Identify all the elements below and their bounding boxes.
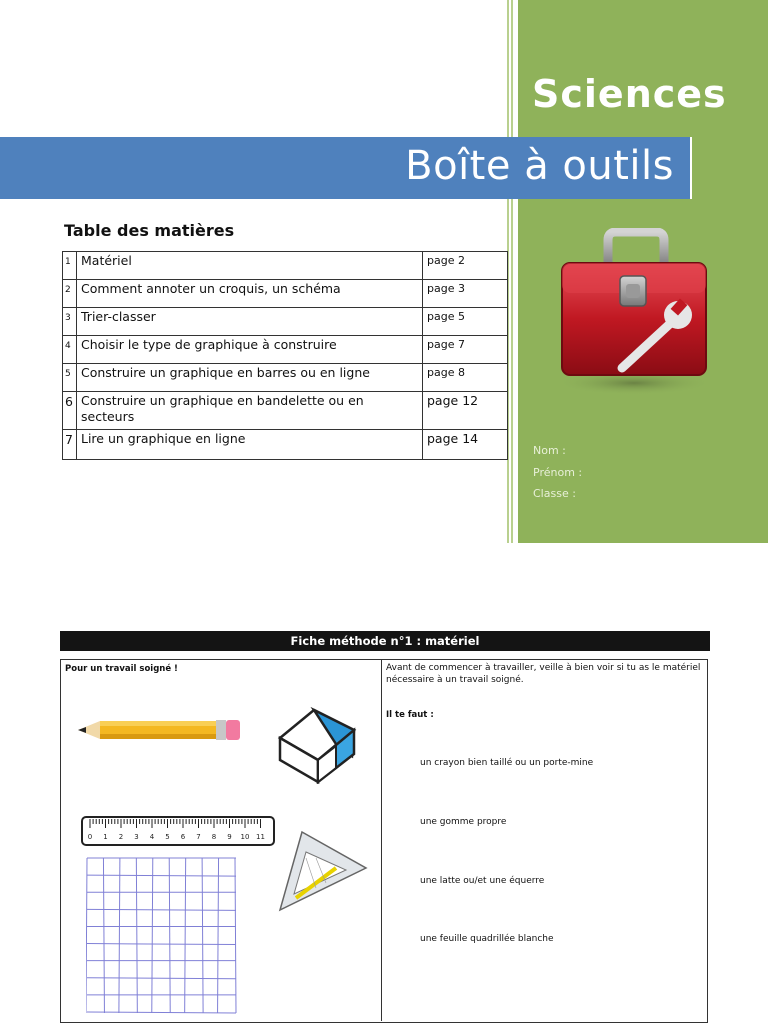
grid-line: [87, 978, 236, 979]
material-item: un crayon bien taillé ou un porte-mine: [420, 758, 594, 768]
toc-title: Comment annoter un croquis, un schéma: [77, 280, 423, 308]
grid-line: [87, 944, 236, 945]
grid-line: [218, 858, 219, 1013]
ruler-label: 3: [134, 833, 139, 841]
ruler-label: 11: [256, 833, 265, 841]
toc-number: 4: [63, 336, 77, 364]
toc-row[interactable]: [63, 364, 508, 392]
fiche-divider: [381, 659, 382, 1021]
ruler-label: 9: [227, 833, 232, 841]
toc-page: page 5: [423, 308, 508, 336]
toc-number: 2: [63, 280, 77, 308]
grid-line: [136, 858, 137, 1013]
toc-number: 3: [63, 308, 77, 336]
subject-title: Sciences: [532, 72, 727, 116]
ruler-label: 0: [87, 833, 93, 841]
toc-number: 1: [63, 252, 77, 280]
ruler-label: 7: [196, 833, 201, 841]
toc-title: Construire un graphique en bandelette ou en secteurs: [77, 392, 423, 430]
toc-number: 5: [63, 364, 77, 392]
grid-line: [202, 858, 203, 1013]
firstname-field-label[interactable]: Prénom :: [533, 465, 583, 479]
grid-line: [235, 858, 236, 1013]
toc-title: Lire un graphique en ligne: [77, 430, 423, 460]
document-title: Boîte à outils: [405, 143, 674, 189]
class-field-label[interactable]: Classe :: [533, 487, 576, 500]
toolbox-icon: [556, 228, 716, 398]
ruler-label: 6: [180, 833, 186, 841]
material-item: une feuille quadrillée blanche: [420, 934, 554, 944]
fiche-intro: Avant de commencer à travailler, veille à bien voir si tu as le matériel nécessaire à un travail soigné.: [386, 663, 701, 685]
toc-table: [62, 251, 508, 460]
eraser-icon: [274, 704, 358, 784]
toc-row[interactable]: [63, 430, 508, 460]
grid-line: [152, 858, 153, 1013]
fiche-left-title: Pour un travail soigné !: [65, 664, 178, 674]
toc-title: Construire un graphique en barres ou en ligne: [77, 364, 423, 392]
toc-page: page 14: [423, 430, 508, 460]
toc-row[interactable]: [63, 280, 508, 308]
material-item: une gomme propre: [420, 817, 507, 827]
ruler-label: 8: [211, 833, 217, 841]
toc-page: page 7: [423, 336, 508, 364]
grid-line: [87, 909, 236, 910]
ruler-label: 2: [118, 833, 124, 841]
sidebar-line: [511, 0, 513, 543]
grid-line: [185, 858, 186, 1013]
ruler-label: 4: [149, 833, 155, 841]
student-fields: [533, 440, 582, 505]
pencil-icon: [78, 716, 243, 744]
toc-page: page 8: [423, 364, 508, 392]
grid-line: [86, 858, 87, 1013]
name-field-label[interactable]: Nom :: [533, 444, 566, 457]
grid-line: [87, 875, 236, 876]
title-banner: [0, 137, 692, 199]
ruler-icon: [81, 816, 275, 846]
set-square-icon: [276, 828, 368, 914]
grid-line: [119, 858, 120, 1013]
material-item: une latte ou/et une équerre: [420, 876, 545, 886]
grid-line: [169, 858, 170, 1013]
toc-row[interactable]: [63, 336, 508, 364]
ruler-label: 5: [165, 833, 170, 841]
toc-title: Matériel: [77, 252, 423, 280]
ruler-label: 1: [103, 833, 108, 841]
toc-row[interactable]: [63, 308, 508, 336]
ruler-label: 10: [240, 833, 250, 841]
toc-page: page 2: [423, 252, 508, 280]
toc-page: page 3: [423, 280, 508, 308]
grid-line: [103, 858, 104, 1013]
toc-row[interactable]: [63, 392, 508, 430]
toc-row[interactable]: [63, 252, 508, 280]
toc-page: page 12: [423, 392, 508, 430]
grid-paper-icon: [86, 857, 238, 1015]
toc-number: 6: [63, 392, 77, 430]
fiche-header: Fiche méthode n°1 : matériel: [60, 631, 710, 651]
toc-number: 7: [63, 430, 77, 460]
toc-heading: Table des matières: [64, 221, 235, 240]
grid-line: [87, 1012, 236, 1013]
toc-title: Trier-classer: [77, 308, 423, 336]
il-faut-label: Il te faut :: [386, 710, 434, 720]
toc-title: Choisir le type de graphique à construire: [77, 336, 423, 364]
